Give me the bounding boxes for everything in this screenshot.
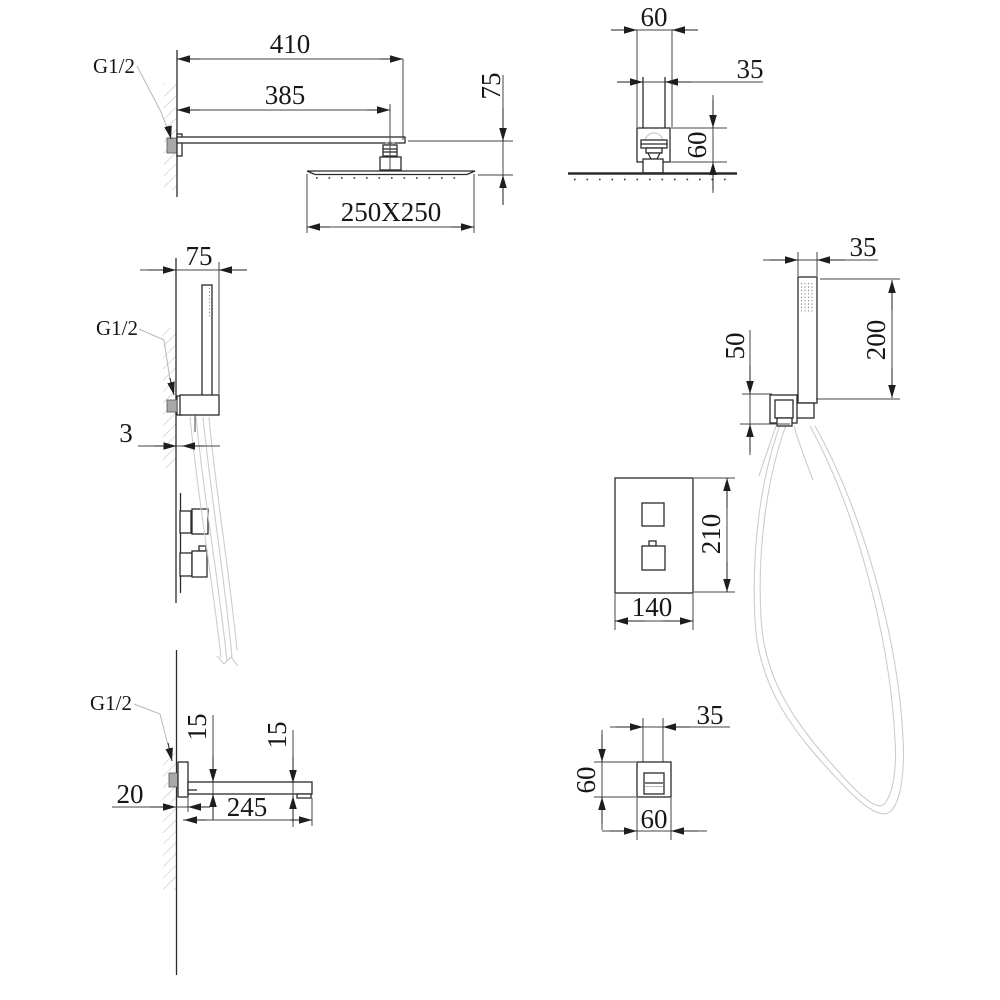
- temperature-knob: [642, 546, 665, 570]
- shower-head-plate: [307, 171, 475, 175]
- dim-handle-width: 35: [849, 232, 877, 262]
- view-spout-side: [90, 650, 312, 975]
- holder-bracket: [180, 395, 219, 415]
- temp-knob-tab: [649, 541, 656, 546]
- thread-label: G1/2: [96, 316, 138, 340]
- control-plate: [615, 478, 693, 593]
- hose-strand: [794, 426, 813, 480]
- view-rain-shower-front: [568, 2, 764, 193]
- shower-arm: [177, 137, 405, 143]
- thread-label: G1/2: [90, 691, 132, 715]
- spout-escutcheon: [178, 762, 188, 797]
- thread-label: G1/2: [93, 54, 135, 78]
- hose-strand: [209, 417, 237, 650]
- hose-strand: [203, 417, 232, 657]
- dim-escutcheon-width: 60: [640, 2, 668, 32]
- dim-escutcheon-height: 60: [571, 766, 601, 794]
- view-hand-shower-front: [720, 232, 904, 814]
- dim-holder-drop: 50: [720, 332, 750, 360]
- holder-knob: [775, 400, 793, 418]
- hose-end: [217, 656, 238, 666]
- hand-shower-wand: [202, 285, 212, 400]
- valve-knob-lower-base: [180, 553, 192, 576]
- dim-arm-to-head: 385: [264, 80, 306, 110]
- dim-plate-gap: 3: [119, 418, 133, 448]
- valve-knob-lower-tab: [199, 546, 206, 551]
- g12-wall-fitting: [167, 138, 177, 153]
- g12-wall-fitting: [167, 400, 177, 412]
- hose-strand: [196, 417, 227, 661]
- valve-knob-lower: [192, 551, 207, 577]
- g12-wall-fitting: [169, 773, 178, 787]
- head-connector-front: [643, 159, 663, 173]
- dim-spout-length: 245: [226, 792, 268, 822]
- hand-shower-wand: [798, 277, 817, 403]
- dim-head-size: 250X250: [340, 197, 442, 227]
- dim-escutcheon-height: 60: [682, 131, 712, 159]
- dim-height-rear: 15: [182, 713, 212, 741]
- valve-knob-upper-base: [180, 511, 191, 533]
- g12-leader-line: [137, 66, 168, 130]
- view-rain-shower-side: [93, 29, 513, 233]
- dim-arm-width: 35: [736, 54, 764, 84]
- dim-spout-width: 35: [696, 700, 724, 730]
- dim-wall-depth: 20: [116, 779, 144, 809]
- dim-plate-height: 210: [696, 513, 726, 555]
- holder-foot: [777, 418, 792, 426]
- dim-height-tip: 15: [262, 721, 292, 749]
- g12-leader-line: [134, 704, 168, 745]
- diverter-knob: [642, 503, 664, 526]
- view-spout-front: [571, 700, 730, 840]
- shower-hose-inner: [760, 425, 895, 806]
- dim-arm-length: 410: [269, 29, 311, 59]
- shower-hose-outer: [754, 425, 903, 814]
- dim-plate-width: 140: [631, 592, 673, 622]
- dim-head-drop: 75: [476, 72, 506, 100]
- valve-knob-upper: [192, 509, 208, 534]
- dim-handle-length: 200: [861, 319, 891, 361]
- spout-aerator: [297, 794, 311, 798]
- view-hand-shower-side: [96, 241, 247, 666]
- view-control-panel-front: [615, 478, 735, 630]
- hose-strand: [190, 417, 221, 658]
- neck: [646, 148, 662, 153]
- dim-wall-offset: 75: [185, 241, 213, 271]
- dim-escutcheon-width: 60: [640, 804, 668, 834]
